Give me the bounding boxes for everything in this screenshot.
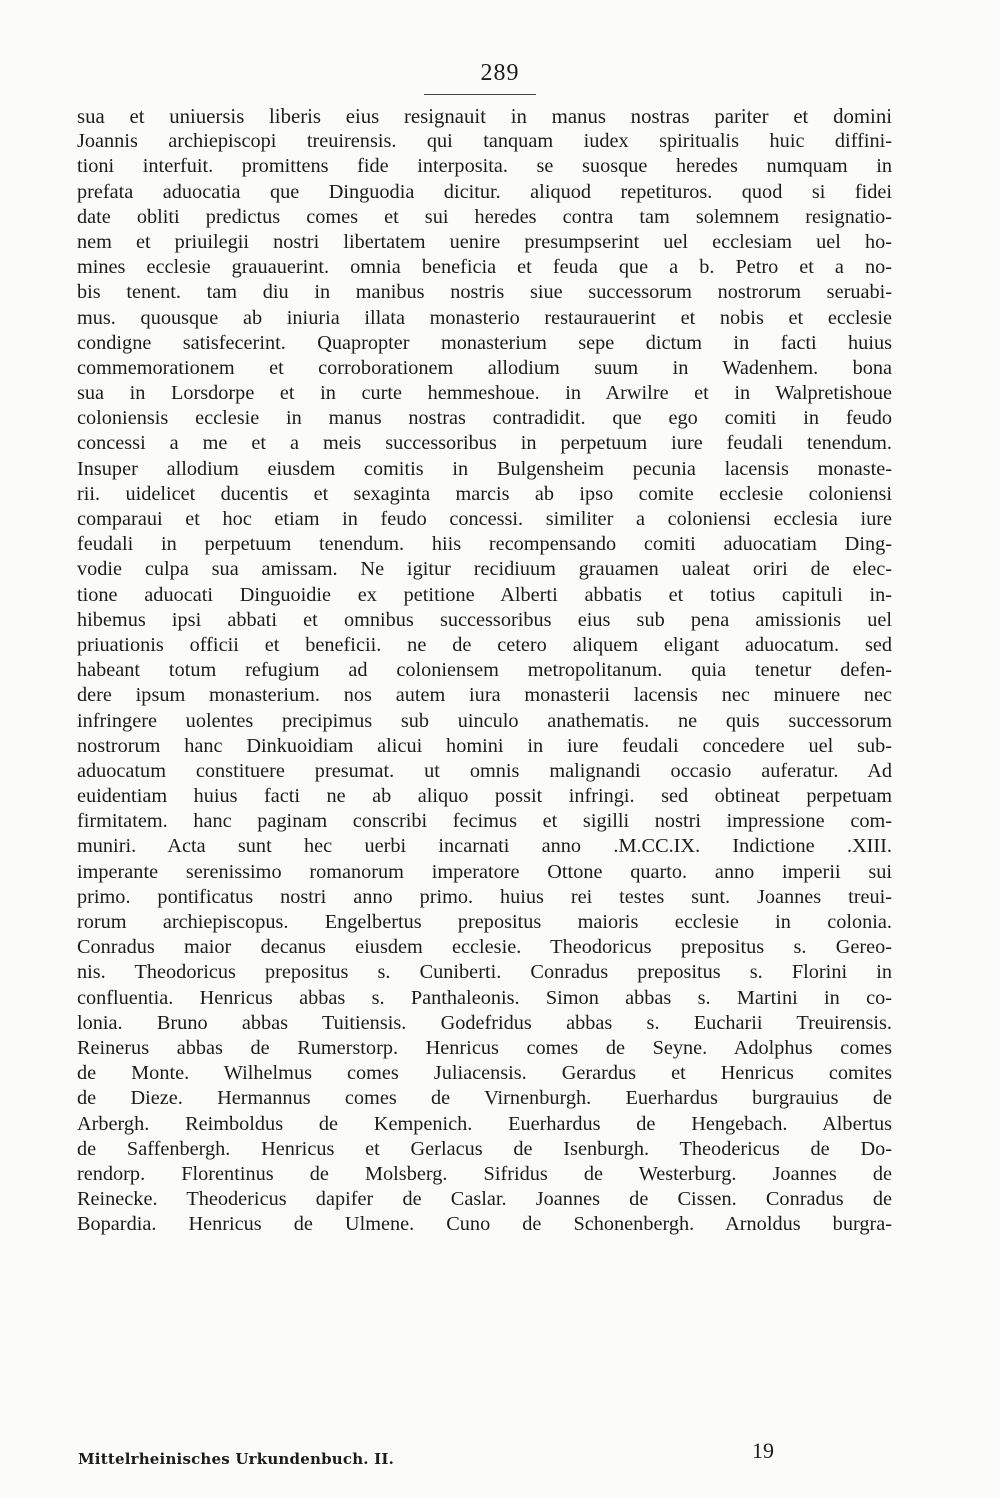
text-line bbox=[77, 1237, 892, 1262]
text-line: commemorationem et corroborationem allodium suum in Wadenhem. bona bbox=[77, 356, 892, 379]
text-line: aduocatum constituere presumat. ut omnis malignandi occasio auferatur. Ad bbox=[77, 759, 892, 782]
text-line: condigne satisfecerint. Quapropter monasterium sepe dictum in facti huius bbox=[77, 331, 892, 354]
text-line: primo. pontificatus nostri anno primo. huius rei testes sunt. Joannes treui- bbox=[77, 885, 892, 908]
text-line: nostrorum hanc Dinkuoidiam alicui homini in iure feudali concedere uel sub- bbox=[77, 734, 892, 757]
text-line: tione aduocati Dinguoidie ex petitione Alberti abbatis et totius capituli in- bbox=[77, 583, 892, 606]
source-footnote: Mittelrheinisches Urkundenbuch. II. bbox=[78, 1450, 395, 1468]
text-line: Arbergh. Reimboldus de Kempenich. Euerhardus de Hengebach. Albertus bbox=[77, 1112, 892, 1135]
text-line: muniri. Acta sunt hec uerbi incarnati anno .M.CC.IX. Indictione .XIII. bbox=[77, 835, 892, 858]
text-line: concessi a me et a meis successoribus in perpetuum iure feudali tenendum. bbox=[77, 432, 892, 455]
text-line: Bopardia. Henricus de Ulmene. Cuno de Schonenbergh. Arnoldus burgra- bbox=[77, 1213, 892, 1236]
text-line: nis. Theodoricus prepositus s. Cuniberti. Conradus prepositus s. Florini in bbox=[77, 961, 892, 984]
text-line: date obliti predictus comes et sui heredes contra tam solemnem resignatio- bbox=[77, 205, 892, 228]
text-line: bis tenent. tam diu in manibus nostris siue successorum nostrorum seruabi- bbox=[77, 281, 892, 304]
text-line: rendorp. Florentinus de Molsberg. Sifridus de Westerburg. Joannes de bbox=[77, 1162, 892, 1185]
text-line: tioni interfuit. promittens fide interposita. se suosque heredes numquam in bbox=[77, 155, 892, 178]
text-line: Insuper allodium eiusdem comitis in Bulgensheim pecunia lacensis monaste- bbox=[77, 457, 892, 480]
text-line: prefata aduocatia que Dinguodia dicitur. aliquod repetituros. quod si fidei bbox=[77, 180, 892, 203]
text-line: priuationis officii et beneficii. ne de cetero aliquem eligant aduocatum. sed bbox=[77, 633, 892, 656]
text-line: Joannis archiepiscopi treuirensis. qui tanquam iudex spiritualis huic diffini- bbox=[77, 130, 892, 153]
text-line: firmitatem. hanc paginam conscribi fecimus et sigilli nostri impressione com- bbox=[77, 810, 892, 833]
text-line: hibemus ipsi abbati et omnibus successoribus eius sub pena amissionis uel bbox=[77, 608, 892, 631]
text-line: de Monte. Wilhelmus comes Juliacensis. Gerardus et Henricus comites bbox=[77, 1062, 892, 1085]
text-line: rorum archiepiscopus. Engelbertus prepositus maioris ecclesie in colonia. bbox=[77, 911, 892, 933]
text-line: infringere uolentes precipimus sub uinculo anathematis. ne quis successorum bbox=[77, 709, 892, 732]
text-line: sua et uniuersis liberis eius resignauit in manus nostras pariter et domini bbox=[77, 105, 892, 128]
text-line: vodie culpa sua amissam. Ne igitur recidiuum grauamen ualeat oriri de elec- bbox=[77, 558, 892, 581]
text-line: mines ecclesie grauauerint. omnia beneficia et feuda que a b. Petro et a no- bbox=[77, 256, 892, 279]
text-line: lonia. Bruno abbas Tuitiensis. Godefridus abbas s. Eucharii Treuirensis. bbox=[77, 1011, 892, 1034]
text-line: rii. uidelicet ducentis et sexaginta marcis ab ipso comite ecclesie coloniensi bbox=[77, 482, 892, 505]
body-text bbox=[77, 104, 892, 1263]
text-line: nem et priuilegii nostri libertatem uenire presumpserint uel ecclesiam uel ho- bbox=[77, 230, 892, 253]
text-line: euidentiam huius facti ne ab aliquo possit infringi. sed obtineat perpetuam bbox=[77, 785, 892, 808]
page-number: 289 bbox=[480, 60, 520, 86]
text-line: mus. quousque ab iniuria illata monasterio restaurauerint et nobis et ecclesie bbox=[77, 306, 892, 329]
text-line: sua in Lorsdorpe et in curte hemmeshoue. in Arwilre et in Walpretishoue bbox=[77, 382, 892, 405]
text-line: Conradus maior decanus eiusdem ecclesie. Theodoricus prepositus s. Gereo- bbox=[77, 936, 892, 959]
text-line: de Dieze. Hermannus comes de Virnenburgh. Euerhardus burgrauius de bbox=[77, 1087, 892, 1110]
text-line: comparaui et hoc etiam in feudo concessi. similiter a coloniensi ecclesia iure bbox=[77, 508, 892, 530]
text-line: Reinecke. Theodericus dapifer de Caslar. Joannes de Cissen. Conradus de bbox=[77, 1188, 892, 1211]
text-line: coloniensis ecclesie in manus nostras contradidit. que ego comiti in feudo bbox=[77, 407, 892, 430]
text-line: dere ipsum monasterium. nos autem iura monasterii lacensis nec minuere nec bbox=[77, 684, 892, 707]
text-line: imperante serenissimo romanorum imperatore Ottone quarto. anno imperii sui bbox=[77, 860, 892, 883]
signature-mark: 19 bbox=[752, 1438, 774, 1463]
text-line: de Saffenbergh. Henricus et Gerlacus de Isenburgh. Theodericus de Do- bbox=[77, 1137, 892, 1160]
text-line: Reinerus abbas de Rumerstorp. Henricus comes de Seyne. Adolphus comes bbox=[77, 1036, 892, 1059]
text-line: habeant totum refugium ad coloniensem metropolitanum. quia tenetur defen- bbox=[77, 659, 892, 682]
text-line: confluentia. Henricus abbas s. Panthaleonis. Simon abbas s. Martini in co- bbox=[77, 986, 892, 1009]
text-line: feudali in perpetuum tenendum. hiis recompensando comiti aduocatiam Ding- bbox=[77, 533, 892, 556]
page-number-rule bbox=[424, 94, 536, 95]
